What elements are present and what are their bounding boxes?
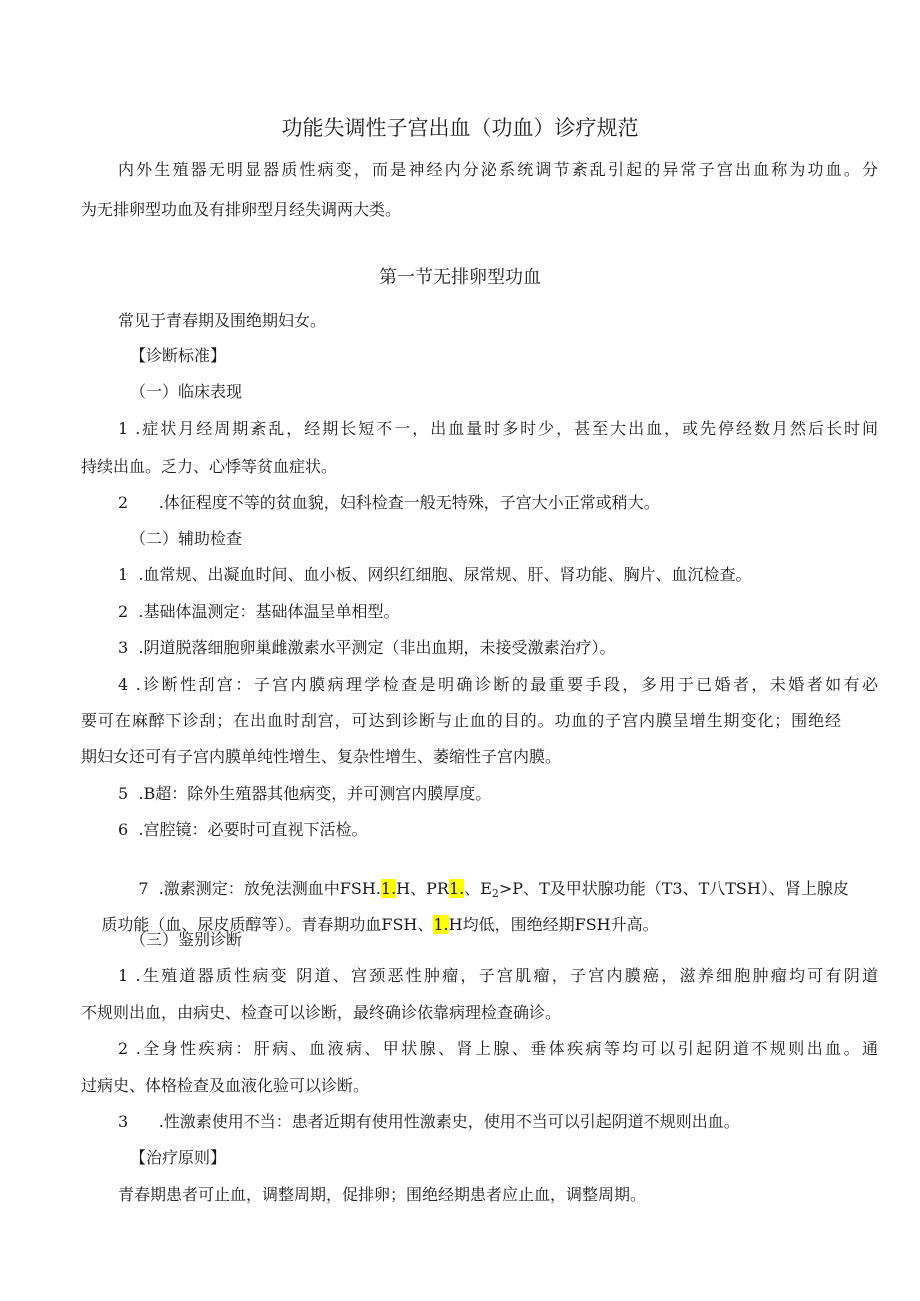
aux-item-7-text-b: H、PR [396,879,449,898]
aux-item-7-text-f: H均低，围绝经期FSH升高。 [448,915,659,934]
section-heading: 第一节无排卵型功血 [379,267,541,288]
aux-item-7-text-d: >P、T及甲状腺功能（T3、T八TSH）、肾上腺皮 [498,879,849,898]
diagnosis-heading: 【诊断标准】 [130,346,227,365]
treatment-heading: 【治疗原则】 [130,1148,227,1167]
aux-item-1: 1 .血常规、出凝血时间、血小板、网织红细胞、尿常规、肝、肾功能、胸片、血沉检查。 [118,565,752,584]
clinical-item-1-line-2: 持续出血。乏力、心悸等贫血症状。 [81,457,338,476]
intro-line-1: 内外生殖器无明显器质性病变，而是神经内分泌系统调节紊乱引起的异常子宫出血称为功血。分 [118,160,878,179]
clinical-heading: （一）临床表现 [130,382,243,401]
diff-item-1-line-2: 不规则出血，由病史、检查可以诊断，最终确诊依靠病理检查确诊。 [81,1003,562,1022]
common-population: 常见于青春期及围绝期妇女。 [118,311,327,330]
aux-item-7-text-c: 、E [464,879,492,898]
highlight-mark: 1. [380,879,397,898]
subscript-2: 2 [491,887,499,900]
aux-item-4-line-2: 要可在麻醉下诊刮；在出血时刮宫，可达到诊断与止血的目的。功血的子宫内膜呈增生期变化；围绝经 [81,711,841,730]
aux-item-5: 5 .B超：除外生殖器其他病变，并可测宫内膜厚度。 [118,784,492,803]
diff-heading: （三）鉴别诊断 [130,930,243,949]
document-title: 功能失调性子宫出血（功血）诊疗规范 [281,116,639,140]
intro-line-2: 为无排卵型功血及有排卵型月经失调两大类。 [81,200,402,219]
aux-item-3: 3 .阴道脱落细胞卵巢雌激素水平测定（非出血期，未接受激素治疗）。 [118,638,616,657]
aux-item-7-text-e: 质功能（血、尿皮质醇等）。青春期功血FSH、 [101,915,434,934]
aux-item-4-line-1: 4 .诊断性刮宫：子宫内膜病理学检查是明确诊断的最重要手段，多用于已婚者，未婚者如有必 [118,675,878,694]
diff-item-2-line-2: 过病史、体格检查及血液化验可以诊断。 [81,1076,370,1095]
diff-item-1-line-1: 1 .生殖道器质性病变 阴道、宫颈恶性肿瘤，子宫肌瘤，子宫内膜癌，滋养细胞肿瘤均可有阴道 [118,966,878,985]
diff-item-3: 3 .性激素使用不当：患者近期有使用性激素史，使用不当可以引起阴道不规则出血。 [118,1112,740,1131]
aux-heading: （二）辅助检查 [130,529,243,548]
diff-item-2-line-1: 2 .全身性疾病：肝病、血液病、甲状腺、肾上腺、垂体疾病等均可以引起阴道不规则出血。通 [118,1039,878,1058]
clinical-item-1-line-1: 1 .症状月经周期紊乱，经期长短不一，出血量时多时少，甚至大出血，或先停经数月然后长时间 [118,419,878,438]
treatment-text: 青春期患者可止血，调整周期，促排卵；围绝经期患者应止血，调整周期。 [118,1185,647,1204]
aux-item-6: 6 .宫腔镜：必要时可直视下活检。 [118,820,368,839]
aux-item-2: 2 .基础体温测定：基础体温呈单相型。 [118,602,400,621]
aux-item-4-line-3: 期妇女还可有子宫内膜单纯性增生、复杂性增生、萎缩性子宫内膜。 [81,747,562,766]
clinical-item-2: 2 .体征程度不等的贫血貌，妇科检查一般无特殊，子宫大小正常或稍大。 [118,493,660,512]
aux-item-7-text-a: 7 .激素测定：放免法测血中FSH. [138,879,381,898]
highlight-mark: 1. [433,915,449,934]
highlight-mark: 1. [448,879,465,898]
